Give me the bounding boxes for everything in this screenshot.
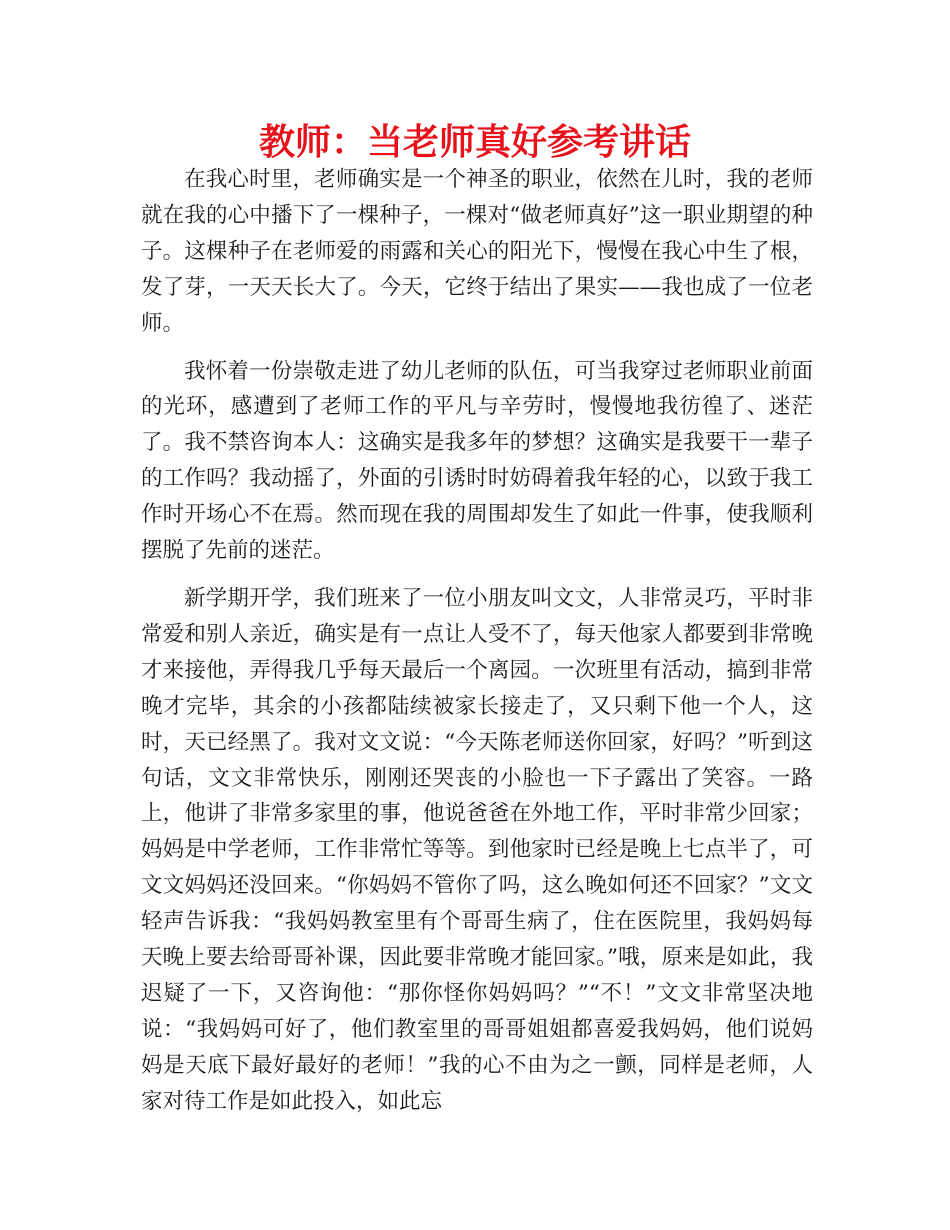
paragraph-1: 在我心时里，老师确实是一个神圣的职业，依然在儿时，我的老师就在我的心中播下了一棵种子，一棵对“做老师真好”这一职业期望的种子。这棵种子在老师爱的雨露和关心的阳光下，慢慢在我心中生了根，发了芽，一天天长大了。今天，它终于结出了果实——我也成了一位老师。	[141, 167, 813, 336]
paragraph-3: 新学期开学，我们班来了一位小朋友叫文文，人非常灵巧，平时非常爱和别人亲近，确实是有一点让人受不了，每天他家人都要到非常晚才来接他，弄得我几乎每天最后一个离园。一次班里有活动，搞到非常晚才完毕，其余的小孩都陆续被家长接走了，又只剩下他一个人，这时，天已经黑了。我对文文说：“今天陈老师送你回家，好吗？”听到这句话，文文非常快乐，刚刚还哭丧的小脸也一下子露出了笑容。一路上，他讲了非常多家里的事，他说爸爸在外地工作，平时非常少回家；妈妈是中学老师，工作非常忙等等。到他家时已经是晚上七点半了，可文文妈妈还没回来。“你妈妈不管你了吗，这么晚如何还不回家？”文文轻声告诉我：“我妈妈教室里有个哥哥生病了，住在医院里，我妈妈每天晚上要去给哥哥补课，因此要非常晚才能回家。”哦，原来是如此，我迟疑了一下，又咨询他：“那你怪你妈妈吗？”“不！”文文非常坚决地说：“我妈妈可好了，他们教室里的哥哥姐姐都喜爱我妈妈，他们说妈妈是天底下最好最好的老师！”我的心不由为之一颤，同样是老师，人家对待工作是如此投入，如此忘	[141, 585, 813, 1114]
document-title: 教师：当老师真好参考讲话	[258, 122, 691, 163]
document-body	[141, 162, 813, 1120]
paragraph-2: 我怀着一份崇敬走进了幼儿老师的队伍，可当我穿过老师职业前面的光环，感遭到了老师工作的平凡与辛劳时，慢慢地我彷徨了、迷茫了。我不禁咨询本人：这确实是我多年的梦想？这确实是我要干一辈子的工作吗？我动摇了，外面的引诱时时妨碍着我年轻的心，以致于我工作时开场心不在焉。然而现在我的周围却发生了如此一件事，使我顺利摆脱了先前的迷茫。	[141, 358, 813, 564]
